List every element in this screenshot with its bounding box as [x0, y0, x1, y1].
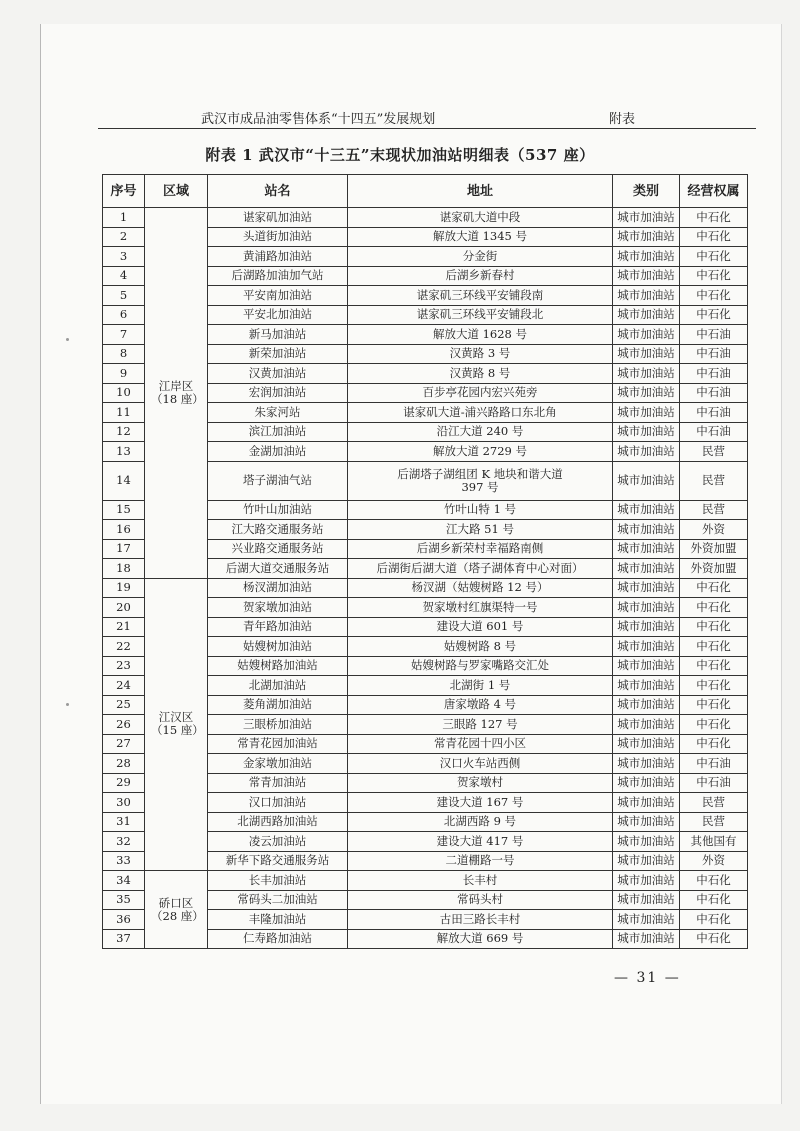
station-name-cell: 后湖大道交通服务站	[208, 559, 348, 579]
station-name-cell: 杨汊湖加油站	[208, 578, 348, 598]
category-cell: 城市加油站	[613, 344, 680, 364]
station-name-cell: 竹叶山加油站	[208, 500, 348, 520]
category-cell: 城市加油站	[613, 598, 680, 618]
category-cell: 城市加油站	[613, 305, 680, 325]
ownership-cell: 民营	[680, 812, 748, 832]
category-cell: 城市加油站	[613, 754, 680, 774]
ownership-cell: 中石油	[680, 403, 748, 423]
station-name-cell: 姑嫂树路加油站	[208, 656, 348, 676]
category-cell: 城市加油站	[613, 286, 680, 306]
ownership-cell: 中石化	[680, 910, 748, 930]
running-header	[201, 108, 635, 127]
ownership-cell: 中石化	[680, 695, 748, 715]
category-cell: 城市加油站	[613, 364, 680, 384]
ownership-cell: 中石化	[680, 247, 748, 267]
category-cell: 城市加油站	[613, 832, 680, 852]
address-cell: 后湖乡新春村	[348, 266, 613, 286]
address-cell: 后湖街后湖大道（塔子湖体育中心对面）	[348, 559, 613, 579]
category-cell: 城市加油站	[613, 812, 680, 832]
address-cell: 贺家墩村红旗渠特一号	[348, 598, 613, 618]
row-number-cell: 1	[103, 208, 145, 228]
ownership-cell: 中石油	[680, 754, 748, 774]
row-number-cell: 10	[103, 383, 145, 403]
ownership-cell: 民营	[680, 461, 748, 500]
row-number-cell: 11	[103, 403, 145, 423]
row-number-cell: 33	[103, 851, 145, 871]
category-cell: 城市加油站	[613, 208, 680, 228]
column-header: 地址	[348, 175, 613, 208]
address-cell: 百步亭花园内宏兴苑旁	[348, 383, 613, 403]
address-cell: 常青花园十四小区	[348, 734, 613, 754]
address-cell: 姑嫂树路与罗家嘴路交汇处	[348, 656, 613, 676]
category-cell: 城市加油站	[613, 325, 680, 345]
row-number-cell: 35	[103, 890, 145, 910]
row-number-cell: 28	[103, 754, 145, 774]
row-number-cell: 18	[103, 559, 145, 579]
ownership-cell: 中石化	[680, 266, 748, 286]
station-name-cell: 汉黄加油站	[208, 364, 348, 384]
station-name-cell: 平安北加油站	[208, 305, 348, 325]
station-name-cell: 菱角湖加油站	[208, 695, 348, 715]
category-cell: 城市加油站	[613, 851, 680, 871]
ownership-cell: 外资	[680, 520, 748, 540]
column-header: 类别	[613, 175, 680, 208]
row-number-cell: 4	[103, 266, 145, 286]
ownership-cell: 中石化	[680, 929, 748, 949]
row-number-cell: 17	[103, 539, 145, 559]
punch-mark	[66, 703, 69, 706]
address-cell: 古田三路长丰村	[348, 910, 613, 930]
category-cell: 城市加油站	[613, 500, 680, 520]
ownership-cell: 中石油	[680, 344, 748, 364]
address-cell: 谌家矶大道-浦兴路路口东北角	[348, 403, 613, 423]
address-cell: 江大路 51 号	[348, 520, 613, 540]
table-title: 附表 1 武汉市“十三五”末现状加油站明细表（537 座）	[205, 146, 595, 164]
row-number-cell: 25	[103, 695, 145, 715]
station-name-cell: 长丰加油站	[208, 871, 348, 891]
station-name-cell: 宏润加油站	[208, 383, 348, 403]
punch-mark	[66, 338, 69, 341]
ownership-cell: 中石化	[680, 617, 748, 637]
row-number-cell: 2	[103, 227, 145, 247]
ownership-cell: 中石化	[680, 656, 748, 676]
category-cell: 城市加油站	[613, 656, 680, 676]
ownership-cell: 外资加盟	[680, 559, 748, 579]
row-number-cell: 5	[103, 286, 145, 306]
ownership-cell: 民营	[680, 500, 748, 520]
category-cell: 城市加油站	[613, 910, 680, 930]
station-name-cell: 新马加油站	[208, 325, 348, 345]
column-header: 区域	[145, 175, 208, 208]
address-cell: 解放大道 1345 号	[348, 227, 613, 247]
station-name-cell: 贺家墩加油站	[208, 598, 348, 618]
row-number-cell: 13	[103, 442, 145, 462]
category-cell: 城市加油站	[613, 734, 680, 754]
station-name-cell: 汉口加油站	[208, 793, 348, 813]
row-number-cell: 36	[103, 910, 145, 930]
address-cell: 后湖乡新荣村幸福路南侧	[348, 539, 613, 559]
row-number-cell: 32	[103, 832, 145, 852]
row-number-cell: 22	[103, 637, 145, 657]
ownership-cell: 中石化	[680, 871, 748, 891]
station-name-cell: 金家墩加油站	[208, 754, 348, 774]
column-header: 站名	[208, 175, 348, 208]
category-cell: 城市加油站	[613, 929, 680, 949]
address-cell: 沿江大道 240 号	[348, 422, 613, 442]
category-cell: 城市加油站	[613, 715, 680, 735]
address-cell: 北湖街 1 号	[348, 676, 613, 696]
ownership-cell: 中石油	[680, 773, 748, 793]
column-header: 经营权属	[680, 175, 748, 208]
row-number-cell: 26	[103, 715, 145, 735]
row-number-cell: 12	[103, 422, 145, 442]
station-name-cell: 丰隆加油站	[208, 910, 348, 930]
station-name-cell: 兴业路交通服务站	[208, 539, 348, 559]
region-cell: 江汉区（15 座）	[145, 578, 208, 871]
row-number-cell: 37	[103, 929, 145, 949]
category-cell: 城市加油站	[613, 793, 680, 813]
table-body	[103, 208, 748, 949]
category-cell: 城市加油站	[613, 227, 680, 247]
address-cell: 汉黄路 3 号	[348, 344, 613, 364]
category-cell: 城市加油站	[613, 559, 680, 579]
category-cell: 城市加油站	[613, 247, 680, 267]
category-cell: 城市加油站	[613, 383, 680, 403]
category-cell: 城市加油站	[613, 637, 680, 657]
station-name-cell: 滨江加油站	[208, 422, 348, 442]
station-name-cell: 黄浦路加油站	[208, 247, 348, 267]
station-name-cell: 谌家矶加油站	[208, 208, 348, 228]
address-cell: 北湖西路 9 号	[348, 812, 613, 832]
ownership-cell: 民营	[680, 442, 748, 462]
address-cell: 贺家墩村	[348, 773, 613, 793]
row-number-cell: 23	[103, 656, 145, 676]
address-cell: 分金街	[348, 247, 613, 267]
ownership-cell: 中石化	[680, 734, 748, 754]
address-cell: 姑嫂树路 8 号	[348, 637, 613, 657]
station-name-cell: 青年路加油站	[208, 617, 348, 637]
row-number-cell: 20	[103, 598, 145, 618]
category-cell: 城市加油站	[613, 578, 680, 598]
ownership-cell: 中石化	[680, 676, 748, 696]
address-cell: 建设大道 417 号	[348, 832, 613, 852]
ownership-cell: 中石化	[680, 208, 748, 228]
category-cell: 城市加油站	[613, 403, 680, 423]
row-number-cell: 34	[103, 871, 145, 891]
row-number-cell: 24	[103, 676, 145, 696]
gas-station-table	[102, 174, 748, 949]
row-number-cell: 14	[103, 461, 145, 500]
category-cell: 城市加油站	[613, 617, 680, 637]
ownership-cell: 中石油	[680, 422, 748, 442]
station-name-cell: 北湖西路加油站	[208, 812, 348, 832]
station-name-cell: 头道街加油站	[208, 227, 348, 247]
address-cell: 唐家墩路 4 号	[348, 695, 613, 715]
category-cell: 城市加油站	[613, 266, 680, 286]
address-cell: 杨汊湖（姑嫂树路 12 号）	[348, 578, 613, 598]
row-number-cell: 29	[103, 773, 145, 793]
station-name-cell: 平安南加油站	[208, 286, 348, 306]
address-cell: 解放大道 2729 号	[348, 442, 613, 462]
station-name-cell: 新荣加油站	[208, 344, 348, 364]
address-cell: 解放大道 669 号	[348, 929, 613, 949]
header-rule	[98, 128, 756, 129]
table-row	[103, 208, 748, 228]
table-row	[103, 578, 748, 598]
row-number-cell: 21	[103, 617, 145, 637]
station-name-cell: 后湖路加油加气站	[208, 266, 348, 286]
station-name-cell: 金湖加油站	[208, 442, 348, 462]
station-name-cell: 三眼桥加油站	[208, 715, 348, 735]
ownership-cell: 中石化	[680, 578, 748, 598]
station-name-cell: 常青花园加油站	[208, 734, 348, 754]
address-cell: 建设大道 601 号	[348, 617, 613, 637]
category-cell: 城市加油站	[613, 520, 680, 540]
row-number-cell: 31	[103, 812, 145, 832]
address-cell: 建设大道 167 号	[348, 793, 613, 813]
page-number: — 31 —	[614, 970, 681, 986]
ownership-cell: 民营	[680, 793, 748, 813]
ownership-cell: 中石化	[680, 890, 748, 910]
row-number-cell: 8	[103, 344, 145, 364]
station-name-cell: 江大路交通服务站	[208, 520, 348, 540]
address-cell: 三眼路 127 号	[348, 715, 613, 735]
region-cell: 硚口区（28 座）	[145, 871, 208, 949]
category-cell: 城市加油站	[613, 539, 680, 559]
ownership-cell: 中石化	[680, 598, 748, 618]
category-cell: 城市加油站	[613, 461, 680, 500]
row-number-cell: 16	[103, 520, 145, 540]
category-cell: 城市加油站	[613, 871, 680, 891]
category-cell: 城市加油站	[613, 773, 680, 793]
station-name-cell: 姑嫂树加油站	[208, 637, 348, 657]
address-cell: 二道棚路一号	[348, 851, 613, 871]
category-cell: 城市加油站	[613, 422, 680, 442]
row-number-cell: 27	[103, 734, 145, 754]
ownership-cell: 中石化	[680, 637, 748, 657]
ownership-cell: 中石油	[680, 325, 748, 345]
row-number-cell: 30	[103, 793, 145, 813]
station-name-cell: 常青加油站	[208, 773, 348, 793]
station-name-cell: 北湖加油站	[208, 676, 348, 696]
region-cell: 江岸区（18 座）	[145, 208, 208, 579]
address-cell: 后湖塔子湖组团 K 地块和谐大道 397 号	[348, 461, 613, 500]
station-name-cell: 常码头二加油站	[208, 890, 348, 910]
row-number-cell: 19	[103, 578, 145, 598]
row-number-cell: 9	[103, 364, 145, 384]
address-cell: 谌家矶三环线平安铺段北	[348, 305, 613, 325]
ownership-cell: 中石化	[680, 286, 748, 306]
station-name-cell: 凌云加油站	[208, 832, 348, 852]
address-cell: 解放大道 1628 号	[348, 325, 613, 345]
station-name-cell: 塔子湖油气站	[208, 461, 348, 500]
ownership-cell: 中石油	[680, 383, 748, 403]
ownership-cell: 中石化	[680, 715, 748, 735]
address-cell: 常码头村	[348, 890, 613, 910]
ownership-cell: 外资	[680, 851, 748, 871]
category-cell: 城市加油站	[613, 890, 680, 910]
address-cell: 汉黄路 8 号	[348, 364, 613, 384]
row-number-cell: 15	[103, 500, 145, 520]
table-row	[103, 871, 748, 891]
category-cell: 城市加油站	[613, 676, 680, 696]
row-number-cell: 6	[103, 305, 145, 325]
address-cell: 谌家矶大道中段	[348, 208, 613, 228]
table-header-row	[103, 175, 748, 208]
column-header: 序号	[103, 175, 145, 208]
category-cell: 城市加油站	[613, 695, 680, 715]
ownership-cell: 中石油	[680, 364, 748, 384]
address-cell: 汉口火车站西侧	[348, 754, 613, 774]
station-name-cell: 新华下路交通服务站	[208, 851, 348, 871]
row-number-cell: 3	[103, 247, 145, 267]
row-number-cell: 7	[103, 325, 145, 345]
ownership-cell: 中石化	[680, 305, 748, 325]
category-cell: 城市加油站	[613, 442, 680, 462]
station-name-cell: 朱家河站	[208, 403, 348, 423]
ownership-cell: 外资加盟	[680, 539, 748, 559]
ownership-cell: 其他国有	[680, 832, 748, 852]
address-cell: 长丰村	[348, 871, 613, 891]
header-appendix-label: 附表	[608, 112, 635, 127]
ownership-cell: 中石化	[680, 227, 748, 247]
header-document-title: 武汉市成品油零售体系“十四五”发展规划	[201, 112, 436, 127]
station-name-cell: 仁寿路加油站	[208, 929, 348, 949]
address-cell: 谌家矶三环线平安铺段南	[348, 286, 613, 306]
address-cell: 竹叶山特 1 号	[348, 500, 613, 520]
